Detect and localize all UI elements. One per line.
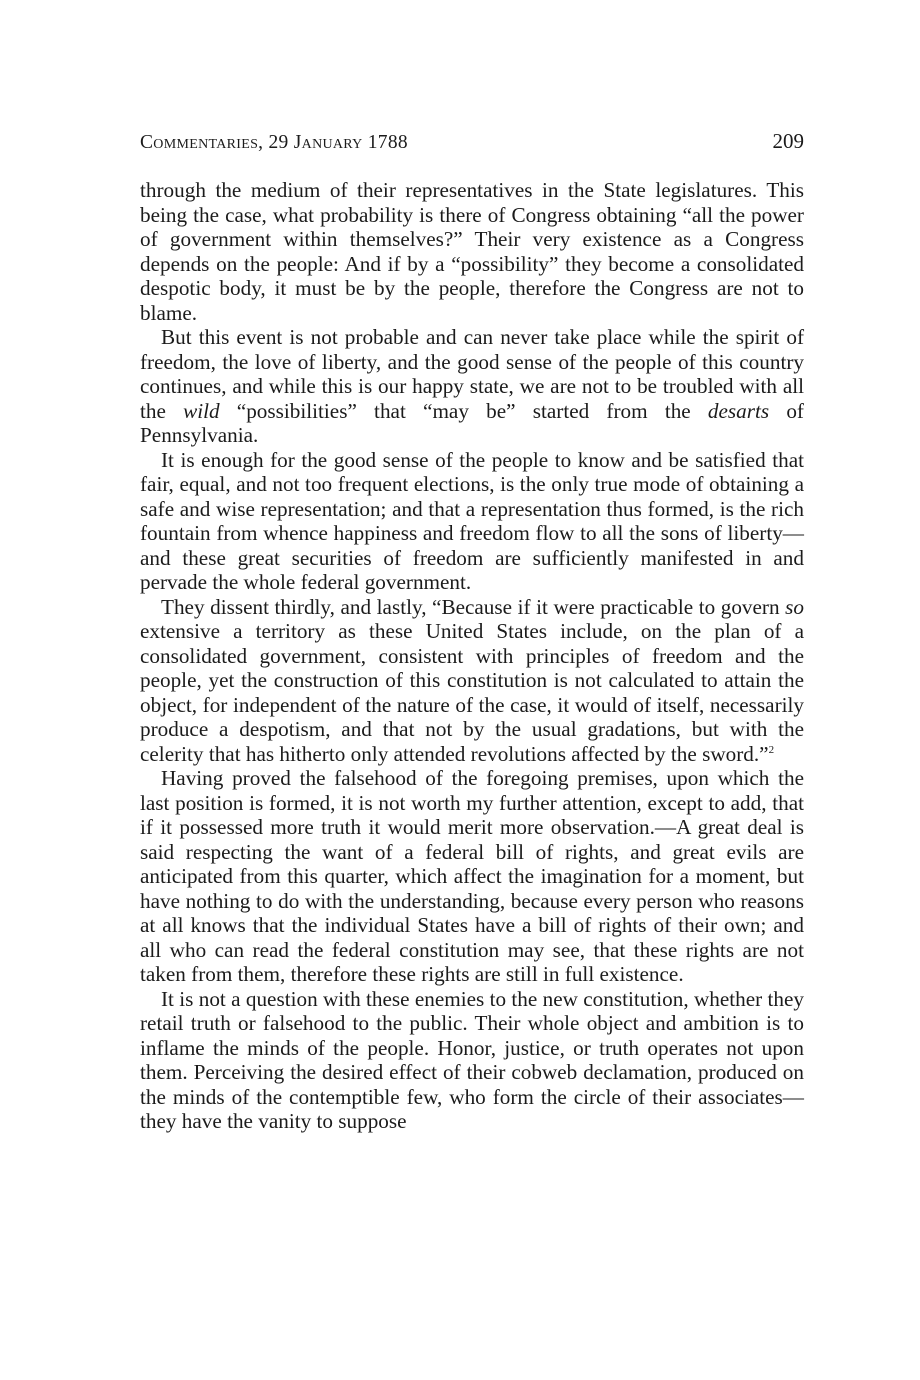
paragraph: [140, 766, 804, 987]
paragraph-text: But this event is not probable and can never take place while the spirit of freedom, the love of liberty, and the good sense of the people of this country continues, and while this is our happy state, we are not to be troubled with all the: [140, 325, 804, 423]
paragraph: [140, 595, 804, 767]
paragraph: [140, 325, 804, 448]
paragraph-text: extensive a territory as these United States include, on the plan of a consolidated government, consistent with principles of freedom and the people, yet the construction of this constitution is not calculated to attain the object, for independent of the nature of the case, it would of itself, necessarily produce a despotism, and that not by the usual gradations, but with the celerity that has hitherto only attended revolutions affected by the sword.”: [140, 619, 804, 766]
running-head-title: Commentaries, 29 January 1788: [140, 132, 408, 153]
paragraph-text: through the medium of their representatives in the State legislatures. This being the case, what probability is there of Congress obtaining “all the power of government within themselves?” Their very existence as a Congress depends on the people: And if by a “possibility” they become a consolidated despotic body, it must be by the people, therefore the Congress are not to blame.: [140, 178, 804, 325]
italic-text: so: [785, 594, 804, 619]
paragraph: [140, 178, 804, 325]
paragraph: [140, 448, 804, 595]
italic-text: desarts: [707, 398, 770, 423]
running-head: [140, 128, 804, 156]
paragraph-text: of Pennsylvania.: [140, 398, 804, 447]
paragraph: [140, 987, 804, 1134]
paragraph-text: They dissent thirdly, and lastly, “Because if it were practicable to govern: [161, 594, 786, 619]
page-number: 209: [772, 129, 804, 153]
paragraph-text: Having proved the falsehood of the foregoing premises, upon which the last position is formed, it is not worth my further attention, except to add, that if it possessed more truth it would merit more observation.—A great deal is said respecting the want of a federal bill of rights, and great evils are anticipated from this quarter, which affect the imagination for a moment, but have nothing to do with the understanding, because every person who reasons at all knows that the individual States have a bill of rights of their own; and all who can read the federal constitution may see, that these rights are not taken from them, therefore these rights are still in full existence.: [140, 766, 804, 986]
italic-text: wild: [183, 398, 220, 423]
paragraph-text: “possibilities” that “may be” started from the: [219, 398, 708, 423]
paragraph-text: It is enough for the good sense of the people to know and be satisfied that fair, equal, and not too frequent elections, is the only true mode of obtaining a safe and wise representation; and that a representation thus formed, is the rich fountain from whence happiness and freedom flow to all the sons of liberty—and these great securities of freedom are sufficiently manifested in and pervade the whole federal government.: [140, 447, 804, 594]
body-text: [140, 178, 804, 1134]
paragraph-text: It is not a question with these enemies to the new constitution, whether they retail truth or falsehood to the public. Their whole object and ambition is to inflame the minds of the people. Honor, justice, or truth operates not upon them. Perceiving the desired effect of their cobweb declamation, produced on the minds of the contemptible few, who form the circle of their associates—they have the vanity to suppose: [140, 986, 804, 1133]
footnote-reference: 2: [768, 743, 775, 756]
book-page: [140, 128, 804, 1134]
